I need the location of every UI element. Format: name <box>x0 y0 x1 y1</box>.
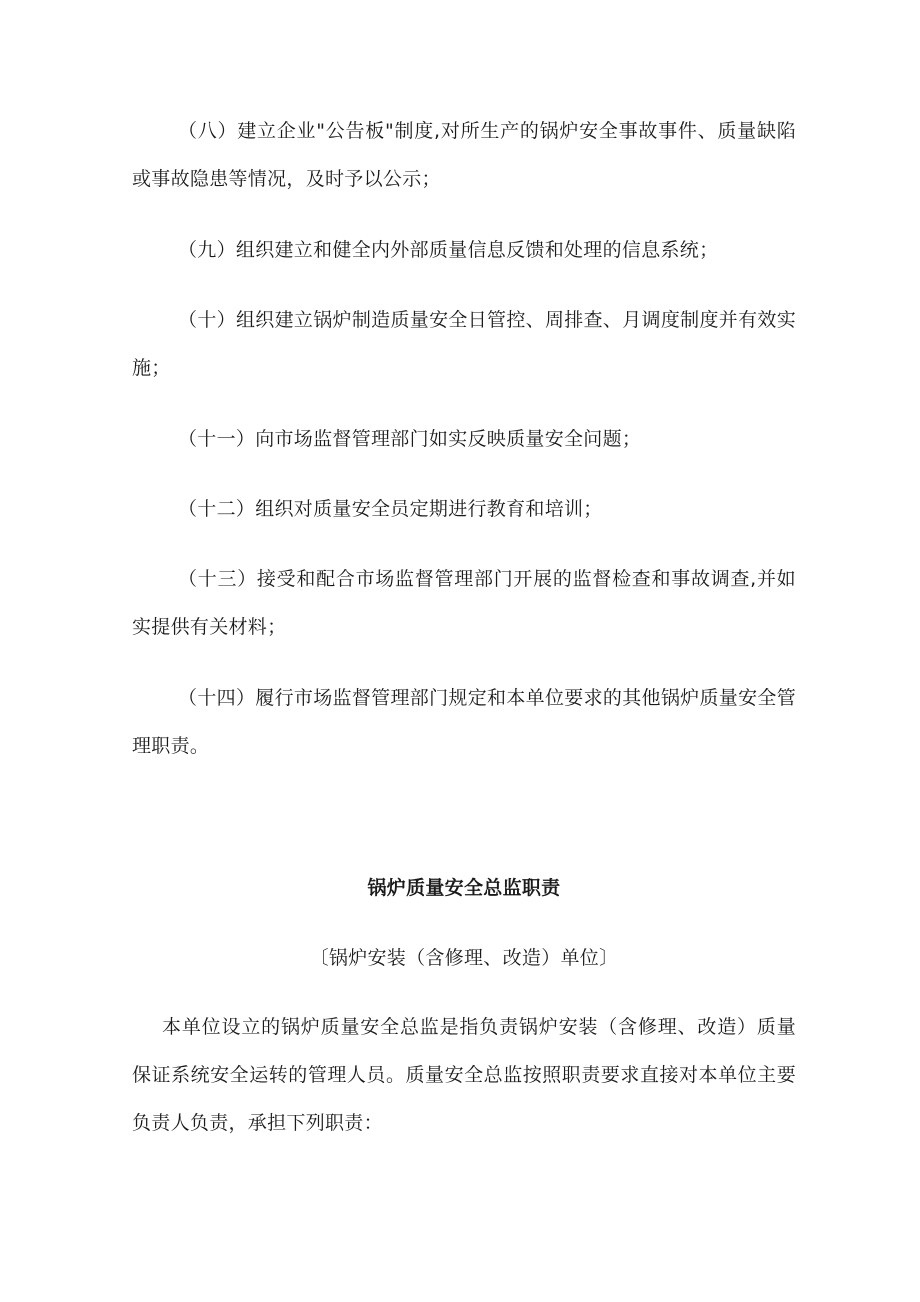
intro-paragraph: 本单位设立的锅炉质量安全总监是指负责锅炉安装（含修理、改造）质量保证系统安全运转的管理人员。质量安全总监按照职责要求直接对本单位主要负责人负责，承担下列职责： <box>132 1016 796 1134</box>
clause-9: （九）组织建立和健全内外部质量信息反馈和处理的信息系统； <box>178 239 719 261</box>
section-title: 锅炉质量安全总监职责 <box>367 877 561 899</box>
clause-14: （十四）履行市场监督管理部门规定和本单位要求的其他锅炉质量安全管理职责。 <box>132 687 796 757</box>
clause-11: （十一）向市场监督管理部门如实反映质量安全问题； <box>178 428 642 450</box>
section-subtitle: 〔锅炉安装（含修理、改造）单位〕 <box>309 947 619 969</box>
clause-12: （十二）组织对质量安全员定期进行教育和培训； <box>178 498 603 520</box>
clause-13: （十三）接受和配合市场监督管理部门开展的监督检查和事故调查,并如实提供有关材料； <box>132 568 796 638</box>
clause-10: （十）组织建立锅炉制造质量安全日管控、周排查、月调度制度并有效实施； <box>132 309 796 379</box>
clause-8: （八）建立企业"公告板"制度,对所生产的锅炉安全事故事件、质量缺陷或事故隐患等情况，及时予以公示； <box>132 120 796 190</box>
